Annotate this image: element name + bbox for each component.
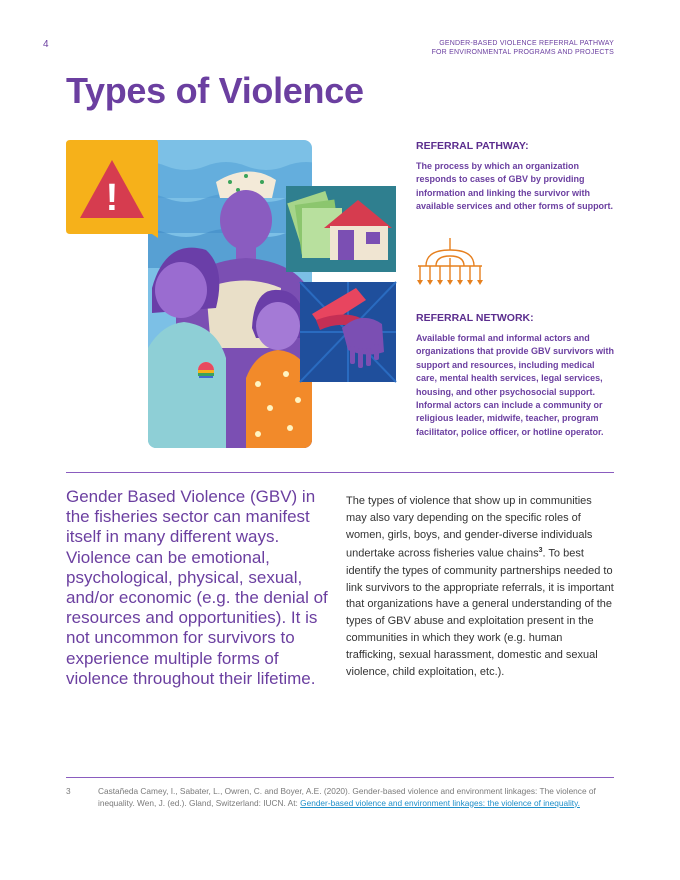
body-text-part1: The types of violence that show up in communities may also vary depending on the specific roles of women, girls, boys, and gender-diverse individuals undertake across fisheries value chains: [346, 495, 593, 561]
gbv-illustration: [66, 138, 398, 452]
referral-network-text: Available formal and informal actors and organizations that provide GBV survivors with support and resources, including medical care, mental health services, legal services, housing, and other psychosocial support. Informal actors can include a community or religious leader, midwife, teacher, program facilitator, police officer, or hotline operator.: [416, 333, 615, 437]
footnote-divider: [66, 777, 614, 778]
section-divider: [66, 472, 614, 473]
referral-network-heading: REFERRAL NETWORK:: [416, 312, 534, 324]
page-title: Types of Violence: [66, 70, 364, 111]
referral-pathway-section: [416, 140, 616, 214]
pull-quote: Gender Based Violence (GBV) in the fisheries sector can manifest itself in many different ways. Violence can be emotional, psychological, physical, sexual, and/or economic (e.g. the denial of resources and opportunities). It is not uncommon for survivors to experience multiple forms of violence throughout their lifetime.: [66, 487, 328, 688]
referral-network-section: [416, 312, 616, 439]
woman-left-figure: [148, 248, 226, 450]
running-header: [354, 39, 614, 57]
referral-pathway-text: The process by which an organization responds to cases of GBV by providing information and linking the survivor with available services and other forms of support.: [416, 161, 614, 212]
page-number: 4: [43, 39, 49, 50]
footnote: [66, 786, 614, 809]
footnote-reference[interactable]: 3: [538, 547, 543, 555]
house-icon: [286, 186, 396, 272]
running-header-line1: GENDER-BASED VIOLENCE REFERRAL PATHWAY: [439, 40, 614, 47]
hands-icon: [300, 282, 396, 382]
footnote-link[interactable]: Gender-based violence and environment linkages: the violence of inequality.: [300, 797, 580, 808]
referral-pathway-heading: REFERRAL PATHWAY:: [416, 140, 529, 152]
footnote-text: Castañeda Camey, I., Sabater, L., Owren, C. and Boyer, A.E. (2020). Gender-based violence and environment linkages: The violence of inequality. Wen, J. (ed.). Gland, Switzerland: IUCN. At:: [98, 786, 596, 808]
svg-text:!: !: [105, 177, 119, 219]
footnote-number: 3: [66, 786, 71, 796]
running-header-line2: FOR ENVIRONMENTAL PROGRAMS AND PROJECTS: [431, 49, 614, 56]
referral-network-icon: [414, 236, 486, 290]
body-text-part2: . To best identify the types of community partnerships needed to link survivors to the appropriate referrals, it is important that organizations have a general understanding of the types of GBV abuse and exploitation present in the communities in which they work (e.g. human trafficking, sexual harassment, domestic and sexual violence, child exploitation, etc.).: [346, 548, 614, 678]
body-paragraph: [346, 493, 614, 680]
warning-icon: [66, 140, 158, 238]
